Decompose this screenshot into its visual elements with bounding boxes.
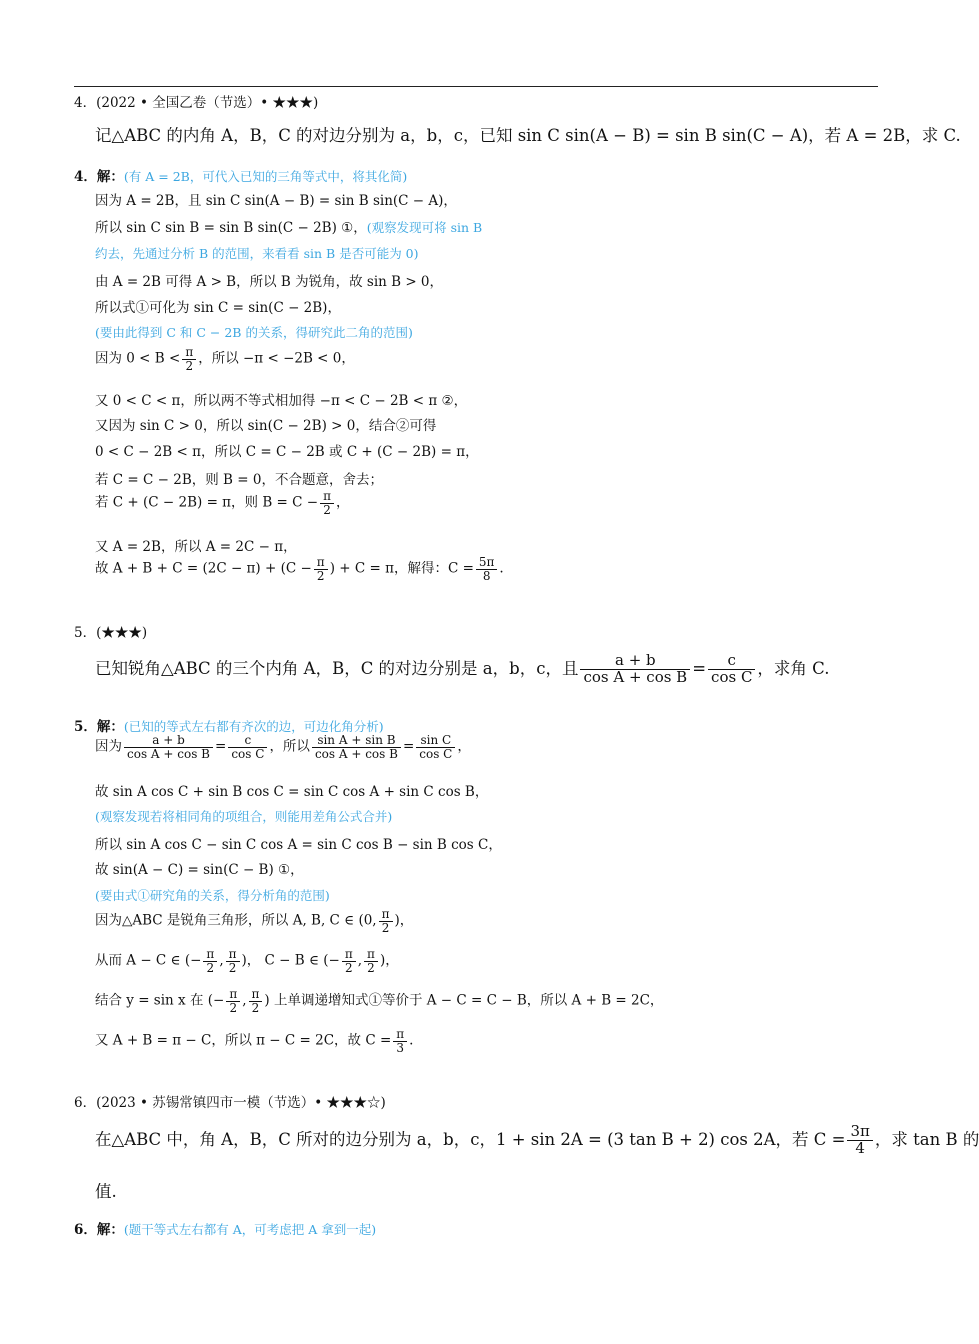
solution-5-line-1-b: ，所以 xyxy=(269,738,310,755)
fraction-numerator: π xyxy=(203,948,217,962)
comma: , xyxy=(242,992,247,1009)
fraction-numerator: π xyxy=(379,908,393,922)
question-4-text: 记△ABC 的内角 A，B，C 的对边分别为 a，b，c，已知 sin C sin(A − B) = sin B sin(C − A)，若 A = 2B，求 C. xyxy=(95,126,961,145)
fraction-pi-over-2 xyxy=(182,346,196,372)
question-6-text xyxy=(95,1124,979,1157)
solution-5-hint-3: (要由式①研究角的关系，得分析角的范围) xyxy=(95,888,330,903)
fraction-sum-over-cos-sum xyxy=(580,653,690,686)
solution-5-line-7-a: 结合 y = sin x 在 (− xyxy=(95,992,225,1009)
solution-5-line-6 xyxy=(95,948,399,974)
solution-5-line-6-a: 从而 A − C ∈ (− xyxy=(95,952,202,969)
solution-4-line-4: 由 A = 2B 可得 A > B，所以 B 为锐角，故 sin B > 0， xyxy=(95,274,444,290)
solution-5-line-1-c: ， xyxy=(457,738,471,755)
solution-4-line-5: 所以式①可化为 sin C = sin(C − 2B)， xyxy=(95,300,341,316)
fraction xyxy=(312,734,401,760)
fraction-pi-over-2 xyxy=(314,556,328,582)
solution-5-line-5 xyxy=(95,908,413,934)
fraction-pi-over-2 xyxy=(203,948,217,974)
comma: , xyxy=(357,952,363,969)
fraction-denominator: cos A + cos B xyxy=(314,746,398,761)
fraction-numerator: π xyxy=(320,490,334,504)
solution-4-line-11 xyxy=(95,490,349,516)
solution-6-line xyxy=(74,1218,376,1238)
solution-4-line-13-b: ) + C = π，解得：C = xyxy=(329,560,474,577)
fraction-pi-over-3 xyxy=(393,1028,407,1054)
solution-5-line-6-c: )， C − B ∈ (− xyxy=(241,952,340,969)
fraction xyxy=(124,734,213,760)
solution-4-line-13-a: 故 A + B + C = (2C − π) + (C − xyxy=(95,560,312,577)
fraction-5pi-over-8 xyxy=(476,556,498,582)
solution-5-line-5-a: 因为△ABC 是锐角三角形，所以 A, B, C ∈ (0, xyxy=(95,912,377,929)
question-6-text-b: ，求 tan B 的 xyxy=(874,1129,979,1149)
question-5-text-a: 已知锐角△ABC 的三个内角 A，B，C 的对边分别是 a，b，c，且 xyxy=(95,658,579,678)
fraction-numerator: π xyxy=(342,948,356,962)
fraction-numerator: c xyxy=(228,734,267,748)
fraction xyxy=(416,734,455,760)
solution-4-line-10: 若 C = C − 2B，则 B = 0，不合题意，舍去； xyxy=(95,472,383,488)
solution-4-line-13 xyxy=(95,556,504,582)
solution-5-line-1-a: 因为 xyxy=(95,738,122,755)
fraction-denominator: cos C xyxy=(711,667,753,686)
solution-4-line-2 xyxy=(95,216,482,236)
solution-6-label: 6．解： xyxy=(74,1222,124,1238)
fraction-numerator: sin A + sin B xyxy=(312,734,401,748)
solution-5-line-1 xyxy=(95,734,471,760)
equals-sign: = xyxy=(215,738,227,755)
question-5-text-b: ，求角 C. xyxy=(757,658,830,678)
fraction xyxy=(228,734,267,760)
solution-4-line-6 xyxy=(95,346,355,372)
fraction-denominator: 2 xyxy=(323,502,331,517)
fraction-denominator: 2 xyxy=(344,960,353,975)
solution-4-hint-3: (要由此得到 C 和 C − 2B 的关系，得研究此二角的范围) xyxy=(95,325,413,340)
solution-5-line-4: 故 sin(A − C) = sin(C − B) ①， xyxy=(95,862,304,878)
fraction-numerator: π xyxy=(226,988,240,1002)
solution-6-hint-1: (题干等式左右都有 A，可考虑把 A 拿到一起) xyxy=(123,1222,377,1237)
fraction-denominator: 2 xyxy=(381,920,390,935)
solution-4-line-13-c: . xyxy=(499,560,504,577)
fraction-pi-over-2 xyxy=(226,948,240,974)
fraction-numerator: sin C xyxy=(416,734,455,748)
question-5-header: 5．(★★★) xyxy=(74,625,148,641)
solution-5-line-8 xyxy=(95,1028,413,1054)
fraction-denominator: 2 xyxy=(228,960,237,975)
solution-5-line-8-b: . xyxy=(409,1032,414,1049)
fraction-denominator: 2 xyxy=(206,960,215,975)
solution-5-hint-2: (观察发现若将相同角的项组合，则能用差角公式合并) xyxy=(95,809,393,824)
solution-5-line-7 xyxy=(95,988,663,1014)
fraction-numerator: a + b xyxy=(124,734,213,748)
solution-5-line-2: 故 sin A cos C + sin B cos C = sin C cos A + sin C cos B， xyxy=(95,784,489,800)
solution-4-line-11-a: 若 C + (C − 2B) = π，则 B = C − xyxy=(95,494,319,511)
equals-sign: = xyxy=(402,738,415,755)
question-4-header: 4．(2022 • 全国乙卷（节选）• ★★★) xyxy=(74,95,319,111)
fraction-denominator: cos C xyxy=(231,746,265,761)
question-6-text-cont: 值. xyxy=(95,1182,117,1201)
solution-4-line xyxy=(74,165,407,185)
solution-4-hint-2: (观察发现可将 sin B xyxy=(366,220,483,235)
solution-4-line-6-b: ，所以 −π < −2B < 0， xyxy=(198,350,355,367)
solution-5-hint-1: (已知的等式左右都有齐次的边，可边化角分析) xyxy=(123,719,384,734)
solution-4-line-6-a: 因为 0 < B < xyxy=(95,350,181,367)
fraction-c-over-cosc xyxy=(708,653,755,686)
fraction-denominator: 3 xyxy=(396,1040,405,1055)
fraction-numerator: a + b xyxy=(580,653,690,670)
fraction-pi-over-2 xyxy=(364,948,378,974)
fraction-numerator: 5π xyxy=(476,556,498,570)
fraction-denominator: 2 xyxy=(367,960,375,975)
solution-4-line-11-b: ， xyxy=(335,494,350,511)
fraction-numerator: π xyxy=(226,948,240,962)
solution-5-line-6-e: )， xyxy=(379,952,399,969)
fraction-pi-over-2 xyxy=(320,490,334,516)
solution-4-line-12: 又 A = 2B，所以 A = 2C − π， xyxy=(95,539,297,555)
fraction-pi-over-2 xyxy=(226,988,240,1014)
fraction-denominator: cos A + cos B xyxy=(127,746,211,761)
solution-5-label: 5．解： xyxy=(74,719,124,735)
fraction-denominator: 4 xyxy=(855,1138,865,1157)
fraction-numerator: π xyxy=(314,556,328,570)
question-6-header: 6．(2023 • 苏锡常镇四市一模（节选）• ★★★☆) xyxy=(74,1095,386,1111)
solution-4-hint-2-cont: 约去，先通过分析 B 的范围，来看看 sin B 是否可能为 0) xyxy=(95,246,419,261)
fraction-numerator: π xyxy=(182,346,196,360)
solution-5-line-8-a: 又 A + B = π − C，所以 π − C = 2C，故 C = xyxy=(95,1032,392,1049)
equals-sign: = xyxy=(692,658,707,678)
fraction-denominator: cos C xyxy=(419,746,453,761)
solution-4-label: 4．解： xyxy=(74,169,124,185)
solution-5-line-7-c: ) 上单调递增知式①等价于 A − C = C − B，所以 A + B = 2C， xyxy=(264,992,664,1009)
fraction-numerator: π xyxy=(364,948,378,962)
fraction-3pi-over-4 xyxy=(847,1124,872,1157)
fraction-denominator: cos A + cos B xyxy=(583,667,688,686)
question-5-text xyxy=(95,653,829,686)
top-rule xyxy=(74,86,878,87)
fraction-pi-over-2 xyxy=(249,988,263,1014)
fraction-denominator: 2 xyxy=(229,1000,238,1015)
solution-4-line-9: 0 < C − 2B < π，所以 C = C − 2B 或 C + (C − 2B) = π， xyxy=(95,444,479,460)
solution-4-line-8: 又因为 sin C > 0，所以 sin(C − 2B) > 0，结合②可得 xyxy=(95,418,437,434)
solution-4-line-1: 因为 A = 2B，且 sin C sin(A − B) = sin B sin(C − A)， xyxy=(95,193,457,209)
solution-4-line-7: 又 0 < C < π，所以两不等式相加得 −π < C − 2B < π ②， xyxy=(95,393,468,409)
solution-4-hint-1: (有 A = 2B，可代入已知的三角等式中，将其化简) xyxy=(123,169,408,184)
solution-4-line-2-text: 所以 sin C sin B = sin B sin(C − 2B) ①， xyxy=(95,220,367,236)
fraction-numerator: 3π xyxy=(847,1124,872,1141)
fraction-denominator: 2 xyxy=(251,1000,260,1015)
solution-5-line xyxy=(74,715,384,735)
fraction-numerator: c xyxy=(708,653,755,670)
fraction-pi-over-2 xyxy=(342,948,356,974)
fraction-denominator: 8 xyxy=(482,568,491,583)
fraction-numerator: π xyxy=(393,1028,407,1042)
fraction-numerator: π xyxy=(249,988,263,1002)
fraction-denominator: 2 xyxy=(185,358,194,373)
solution-5-line-3: 所以 sin A cos C − sin C cos A = sin C cos B − sin B cos C， xyxy=(95,837,502,853)
comma: , xyxy=(219,952,224,969)
fraction-denominator: 2 xyxy=(316,568,325,583)
question-6-text-a: 在△ABC 中，角 A，B，C 所对的边分别为 a，b，c，1 + sin 2A = (3 tan B + 2) cos 2A，若 C = xyxy=(95,1129,846,1149)
fraction-pi-over-2 xyxy=(379,908,393,934)
solution-5-line-5-b: )， xyxy=(394,912,414,929)
